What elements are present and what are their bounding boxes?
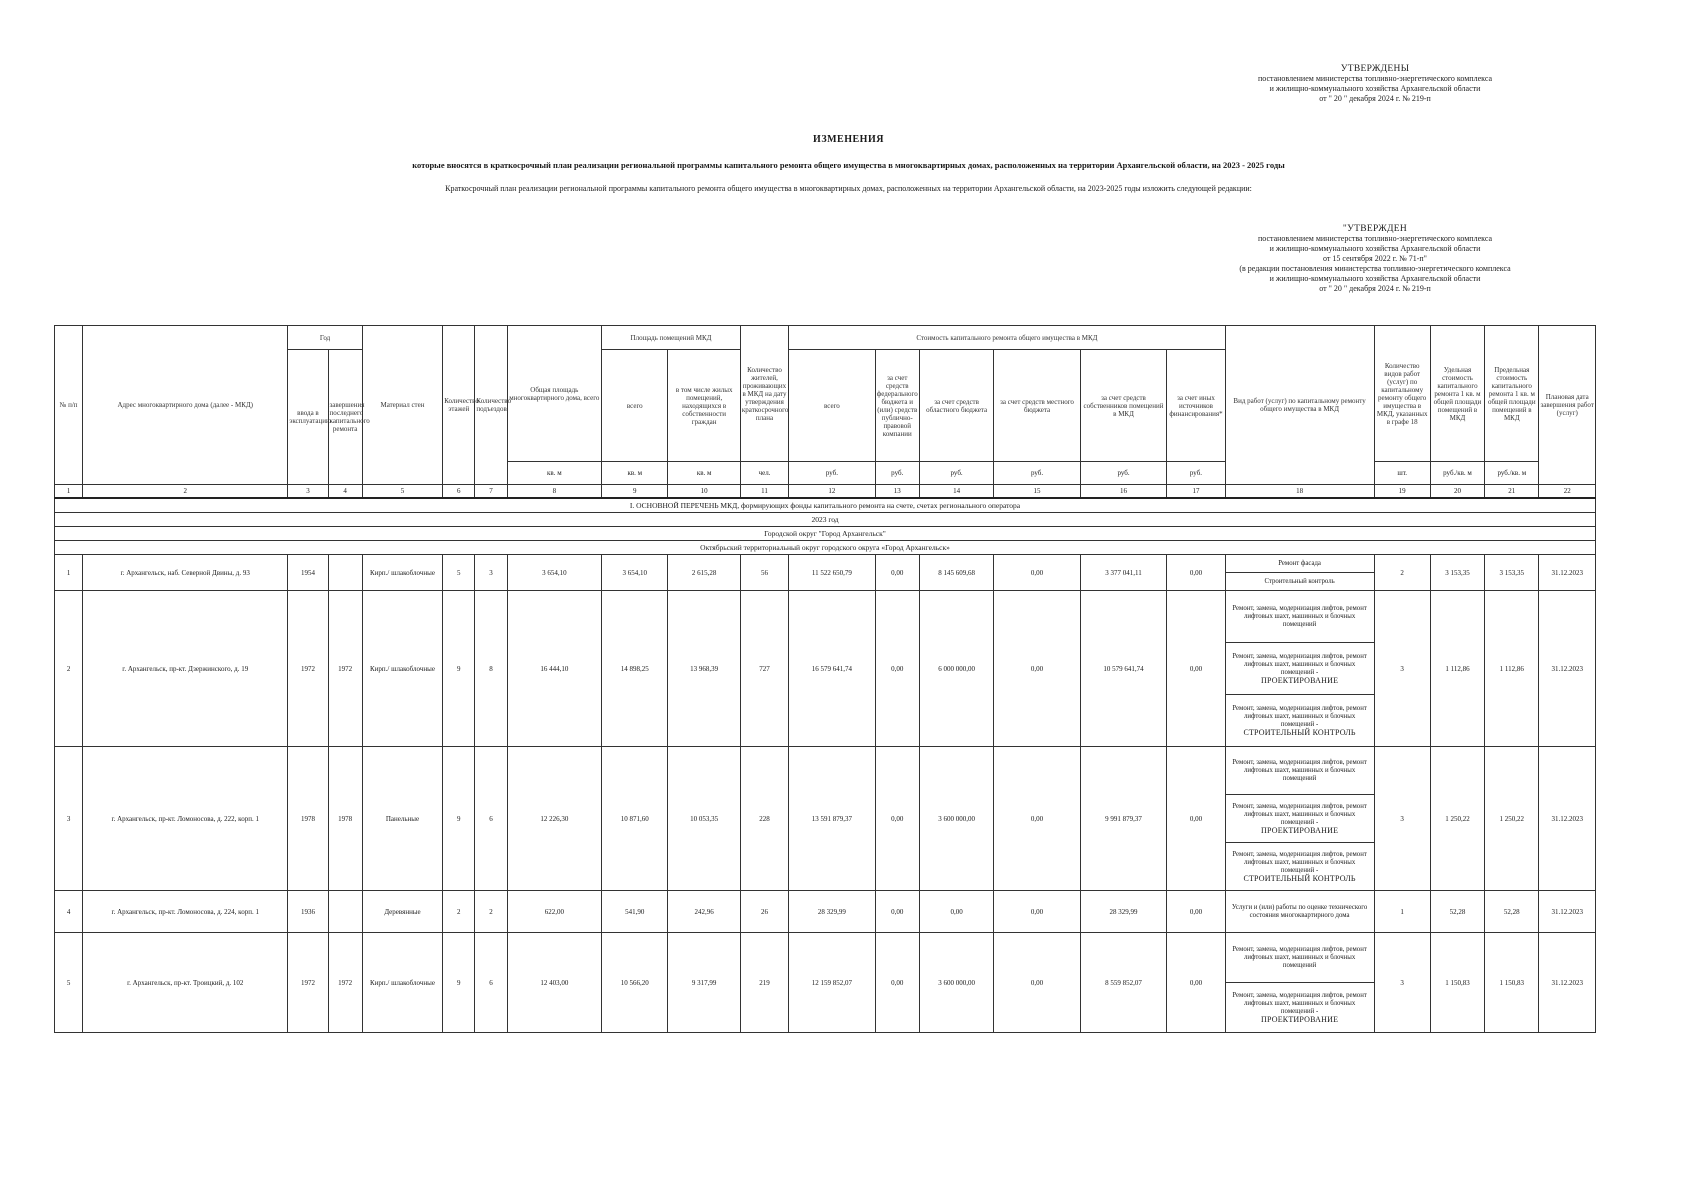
column-number: 7 bbox=[475, 485, 507, 499]
approval-date: от " 20 " декабря 2024 г. № 219-п bbox=[1319, 284, 1431, 293]
work-description: Ремонт, замена, модернизация лифтов, ремонт лифтовых шахт, машинных и блочных помещений - bbox=[1232, 704, 1367, 728]
cell-area-all: 3 654,10 bbox=[602, 555, 668, 591]
cell-area-all: 541,90 bbox=[602, 891, 668, 933]
approval-line: и жилищно-коммунального хозяйства Архангельской области bbox=[1269, 244, 1481, 253]
cell-cost-other: 0,00 bbox=[1167, 933, 1225, 1033]
cell-plan-date: 31.12.2023 bbox=[1539, 933, 1596, 1033]
cell-unit-cost: 3 153,35 bbox=[1430, 555, 1484, 591]
unit-rub: руб. bbox=[875, 462, 919, 485]
cell-floors: 9 bbox=[443, 747, 475, 891]
cell-area-owned: 10 053,35 bbox=[668, 747, 740, 891]
cell-num: 2 bbox=[55, 591, 83, 747]
cell-cost-regional: 0,00 bbox=[919, 891, 993, 933]
cell-max-cost: 1 250,22 bbox=[1485, 747, 1539, 891]
cell-cost-regional: 6 000 000,00 bbox=[919, 591, 993, 747]
header-residents: Количество жителей, проживающих в МКД на дату утверждения краткосрочного плана bbox=[740, 326, 788, 462]
cell-entrances: 2 bbox=[475, 891, 507, 933]
header-area-owned: в том числе жилых помещений, находящихся в собственности граждан bbox=[668, 350, 740, 462]
work-stage: ПРОЕКТИРОВАНИЕ bbox=[1261, 825, 1339, 835]
cell-work-count: 3 bbox=[1374, 591, 1430, 747]
header-address: Адрес многоквартирного дома (далее - МКД) bbox=[83, 326, 288, 485]
cell-entrances: 3 bbox=[475, 555, 507, 591]
work-stage: СТРОИТЕЛЬНЫЙ КОНТРОЛЬ bbox=[1243, 727, 1356, 737]
cell-cost-all: 12 159 852,07 bbox=[789, 933, 875, 1033]
cell-cost-all: 13 591 879,37 bbox=[789, 747, 875, 891]
cell-cost-all: 11 522 650,79 bbox=[789, 555, 875, 591]
cell-cost-regional: 3 600 000,00 bbox=[919, 747, 993, 891]
column-number: 9 bbox=[602, 485, 668, 499]
work-description: Ремонт, замена, модернизация лифтов, ремонт лифтовых шахт, машинных и блочных помещений - bbox=[1232, 802, 1367, 826]
column-number: 6 bbox=[443, 485, 475, 499]
cell-unit-cost: 52,28 bbox=[1430, 891, 1484, 933]
cell-year-commission: 1972 bbox=[288, 591, 328, 747]
cell-cost-owners: 9 991 879,37 bbox=[1080, 747, 1166, 891]
cell-num: 3 bbox=[55, 747, 83, 891]
cell-cost-other: 0,00 bbox=[1167, 591, 1225, 747]
cell-plan-date: 31.12.2023 bbox=[1539, 555, 1596, 591]
table-row bbox=[55, 933, 1596, 983]
work-stage: ПРОЕКТИРОВАНИЕ bbox=[1261, 1014, 1339, 1024]
cell-cost-all: 16 579 641,74 bbox=[789, 591, 875, 747]
cell-address: г. Архангельск, наб. Северной Двины, д. 93 bbox=[83, 555, 288, 591]
cell-year-repair bbox=[328, 555, 362, 591]
unit-sqm: кв. м bbox=[602, 462, 668, 485]
cell-work-type bbox=[1225, 983, 1374, 1033]
cell-year-commission: 1978 bbox=[288, 747, 328, 891]
cell-wall: Кирп./ шлакоблочные bbox=[362, 933, 442, 1033]
cell-total-area: 3 654,10 bbox=[507, 555, 602, 591]
cell-area-owned: 242,96 bbox=[668, 891, 740, 933]
cell-year-repair bbox=[328, 891, 362, 933]
cell-residents: 219 bbox=[740, 933, 788, 1033]
approval-line: и жилищно-коммунального хозяйства Архангельской области bbox=[1269, 274, 1481, 283]
cell-work-count: 1 bbox=[1374, 891, 1430, 933]
column-number: 18 bbox=[1225, 485, 1374, 499]
header-total-area: Общая площадь многоквартирного дома, всего bbox=[507, 326, 602, 462]
cell-work-type bbox=[1225, 695, 1374, 747]
cell-unit-cost: 1 150,83 bbox=[1430, 933, 1484, 1033]
column-number: 4 bbox=[328, 485, 362, 499]
cell-cost-federal: 0,00 bbox=[875, 555, 919, 591]
work-description: Строительный контроль bbox=[1264, 577, 1335, 585]
cell-address: г. Архангельск, пр-кт. Ломоносова, д. 222, корп. 1 bbox=[83, 747, 288, 891]
cell-total-area: 12 226,30 bbox=[507, 747, 602, 891]
header-area-all: всего bbox=[602, 350, 668, 462]
cell-cost-local: 0,00 bbox=[994, 891, 1080, 933]
unit-sqm: кв. м bbox=[507, 462, 602, 485]
column-number-row bbox=[55, 485, 1596, 499]
cell-cost-federal: 0,00 bbox=[875, 591, 919, 747]
header-cost-all: всего bbox=[789, 350, 875, 462]
header-work-type: Вид работ (услуг) по капитальному ремонту общего имущества в МКД bbox=[1225, 326, 1374, 485]
cell-work-type bbox=[1225, 747, 1374, 795]
header-plan-date: Плановая дата завершения работ (услуг) bbox=[1539, 326, 1596, 485]
cell-cost-federal: 0,00 bbox=[875, 933, 919, 1033]
cell-cost-other: 0,00 bbox=[1167, 747, 1225, 891]
column-number: 11 bbox=[740, 485, 788, 499]
cell-work-count: 2 bbox=[1374, 555, 1430, 591]
approval-line: (в редакции постановления министерства топливно-энергетического комплекса bbox=[1239, 264, 1511, 273]
column-number: 21 bbox=[1485, 485, 1539, 499]
year-title: 2023 год bbox=[55, 513, 1596, 527]
cell-floors: 2 bbox=[443, 891, 475, 933]
unit-rub: руб. bbox=[1167, 462, 1225, 485]
work-stage: СТРОИТЕЛЬНЫЙ КОНТРОЛЬ bbox=[1243, 873, 1356, 883]
header-cost-local: за счет средств местного бюджета bbox=[994, 350, 1080, 462]
cell-cost-regional: 8 145 609,68 bbox=[919, 555, 993, 591]
cell-cost-all: 28 329,99 bbox=[789, 891, 875, 933]
work-description: Ремонт, замена, модернизация лифтов, ремонт лифтовых шахт, машинных и блочных помещений - bbox=[1232, 991, 1367, 1015]
header-wall-material: Материал стен bbox=[362, 326, 442, 485]
unit-rub-sqm: руб./кв. м bbox=[1430, 462, 1484, 485]
header-entrances: Количество подъездов bbox=[475, 326, 507, 485]
cell-work-type bbox=[1225, 555, 1374, 573]
cell-floors: 9 bbox=[443, 591, 475, 747]
cell-work-type bbox=[1225, 891, 1374, 933]
header-cost-other: за счет иных источников финансирования* bbox=[1167, 350, 1225, 462]
cell-work-type bbox=[1225, 795, 1374, 843]
approval-line: постановлением министерства топливно-энергетического комплекса bbox=[1257, 74, 1493, 83]
work-description: Ремонт фасада bbox=[1278, 559, 1321, 567]
cell-floors: 5 bbox=[443, 555, 475, 591]
cell-num: 4 bbox=[55, 891, 83, 933]
header-cost-regional: за счет средств областного бюджета bbox=[919, 350, 993, 462]
work-description: Ремонт, замена, модернизация лифтов, ремонт лифтовых шахт, машинных и блочных помещений bbox=[1232, 758, 1367, 782]
column-number: 19 bbox=[1374, 485, 1430, 499]
header-area-group: Площадь помещений МКД bbox=[602, 326, 741, 350]
column-number: 17 bbox=[1167, 485, 1225, 499]
cell-entrances: 8 bbox=[475, 591, 507, 747]
cell-entrances: 6 bbox=[475, 747, 507, 891]
cell-residents: 26 bbox=[740, 891, 788, 933]
unit-rub: руб. bbox=[1080, 462, 1166, 485]
approval-line: и жилищно-коммунального хозяйства Архангельской области bbox=[1269, 84, 1481, 93]
approval-date: от " 20 " декабря 2024 г. № 219-п bbox=[1319, 94, 1431, 103]
cell-address: г. Архангельск, пр-кт. Ломоносова, д. 224, корп. 1 bbox=[83, 891, 288, 933]
column-number: 15 bbox=[994, 485, 1080, 499]
cell-work-count: 3 bbox=[1374, 933, 1430, 1033]
cell-plan-date: 31.12.2023 bbox=[1539, 591, 1596, 747]
document-subtitle: которые вносятся в краткосрочный план реализации региональной программы капитального ремонта общего имущества в многоквартирных домах, расположенных на территории Архангельской области, на 2023 - 2025 годы bbox=[412, 160, 1285, 170]
cell-max-cost: 1 150,83 bbox=[1485, 933, 1539, 1033]
column-number: 14 bbox=[919, 485, 993, 499]
cell-year-commission: 1936 bbox=[288, 891, 328, 933]
header-cost-federal: за счет средств федерального бюджета и (или) средств публично-правовой компании bbox=[875, 350, 919, 462]
approval-line: постановлением министерства топливно-энергетического комплекса bbox=[1257, 234, 1493, 243]
column-number: 12 bbox=[789, 485, 875, 499]
table-row bbox=[55, 747, 1596, 795]
cell-year-commission: 1972 bbox=[288, 933, 328, 1033]
cell-unit-cost: 1 112,86 bbox=[1430, 591, 1484, 747]
cell-cost-other: 0,00 bbox=[1167, 555, 1225, 591]
header-year-last-repair: завершения последнего капитального ремонта bbox=[328, 350, 362, 485]
cell-area-all: 14 898,25 bbox=[602, 591, 668, 747]
cell-work-type bbox=[1225, 591, 1374, 643]
unit-sqm: кв. м bbox=[668, 462, 740, 485]
column-number: 13 bbox=[875, 485, 919, 499]
cell-num: 1 bbox=[55, 555, 83, 591]
approval-heading: "УТВЕРЖДЕН bbox=[1342, 224, 1408, 234]
cell-total-area: 622,00 bbox=[507, 891, 602, 933]
header-max-cost: Предельная стоимость капитального ремонта 1 кв. м общей площади помещений в МКД bbox=[1485, 326, 1539, 462]
cell-area-all: 10 871,60 bbox=[602, 747, 668, 891]
cell-max-cost: 52,28 bbox=[1485, 891, 1539, 933]
cell-total-area: 12 403,00 bbox=[507, 933, 602, 1033]
cell-cost-owners: 8 559 852,07 bbox=[1080, 933, 1166, 1033]
header-year-commission: ввода в эксплуатацию bbox=[288, 350, 328, 485]
cell-cost-owners: 28 329,99 bbox=[1080, 891, 1166, 933]
district-title: Городской округ "Город Архангельск" bbox=[55, 527, 1596, 541]
column-number: 16 bbox=[1080, 485, 1166, 499]
document-title: ИЗМЕНЕНИЯ bbox=[813, 134, 884, 145]
approval-heading: УТВЕРЖДЕНЫ bbox=[1340, 64, 1410, 74]
unit-rub: руб. bbox=[994, 462, 1080, 485]
unit-rub: руб. bbox=[789, 462, 875, 485]
cell-cost-local: 0,00 bbox=[994, 747, 1080, 891]
approval-block-top bbox=[1230, 64, 1520, 104]
unit-rub: руб. bbox=[919, 462, 993, 485]
column-number: 22 bbox=[1539, 485, 1596, 499]
cell-area-all: 10 566,20 bbox=[602, 933, 668, 1033]
cell-floors: 9 bbox=[443, 933, 475, 1033]
cell-year-repair: 1972 bbox=[328, 591, 362, 747]
column-number: 10 bbox=[668, 485, 740, 499]
work-description: Услуги и (или) работы по оценке технического состояния многоквартирного дома bbox=[1231, 903, 1368, 919]
cell-entrances: 6 bbox=[475, 933, 507, 1033]
cell-residents: 228 bbox=[740, 747, 788, 891]
cell-cost-other: 0,00 bbox=[1167, 891, 1225, 933]
cell-cost-regional: 3 600 000,00 bbox=[919, 933, 993, 1033]
cell-wall: Панельные bbox=[362, 747, 442, 891]
cell-wall: Кирп./ шлакоблочные bbox=[362, 555, 442, 591]
column-number: 20 bbox=[1430, 485, 1484, 499]
cell-work-type bbox=[1225, 843, 1374, 891]
table-row bbox=[55, 891, 1596, 933]
work-description: Ремонт, замена, модернизация лифтов, ремонт лифтовых шахт, машинных и блочных помещений - bbox=[1232, 850, 1367, 874]
column-number: 5 bbox=[362, 485, 442, 499]
header-floors: Количество этажей bbox=[443, 326, 475, 485]
cell-area-owned: 2 615,28 bbox=[668, 555, 740, 591]
cell-work-count: 3 bbox=[1374, 747, 1430, 891]
cell-area-owned: 9 317,99 bbox=[668, 933, 740, 1033]
header-cost-owners: за счет средств собственников помещений в МКД bbox=[1080, 350, 1166, 462]
header-unit-cost: Удельная стоимость капитального ремонта 1 кв. м общей площади помещений в МКД bbox=[1430, 326, 1484, 462]
work-stage: ПРОЕКТИРОВАНИЕ bbox=[1261, 675, 1339, 685]
cell-address: г. Архангельск, пр-кт. Троицкий, д. 102 bbox=[83, 933, 288, 1033]
cell-work-type bbox=[1225, 933, 1374, 983]
cell-cost-federal: 0,00 bbox=[875, 891, 919, 933]
unit-people: чел. bbox=[740, 462, 788, 485]
approval-block-plan bbox=[1225, 224, 1525, 294]
cell-wall: Кирп./ шлакоблочные bbox=[362, 591, 442, 747]
capital-repair-table bbox=[54, 325, 1596, 1033]
unit-rub-sqm: руб./кв. м bbox=[1485, 462, 1539, 485]
unit-pcs: шт. bbox=[1374, 462, 1430, 485]
cell-address: г. Архангельск, пр-кт. Дзержинского, д. 19 bbox=[83, 591, 288, 747]
header-num: № п/п bbox=[55, 326, 83, 485]
cell-year-repair: 1978 bbox=[328, 747, 362, 891]
cell-unit-cost: 1 250,22 bbox=[1430, 747, 1484, 891]
header-work-count: Количество видов работ (услуг) по капитальному ремонту общего имущества в МКД, указанных в графе 18 bbox=[1374, 326, 1430, 462]
cell-cost-owners: 10 579 641,74 bbox=[1080, 591, 1166, 747]
cell-year-repair: 1972 bbox=[328, 933, 362, 1033]
cell-plan-date: 31.12.2023 bbox=[1539, 747, 1596, 891]
cell-max-cost: 3 153,35 bbox=[1485, 555, 1539, 591]
work-description: Ремонт, замена, модернизация лифтов, ремонт лифтовых шахт, машинных и блочных помещений bbox=[1232, 604, 1367, 628]
cell-year-commission: 1954 bbox=[288, 555, 328, 591]
column-number: 2 bbox=[83, 485, 288, 499]
header-cost-group: Стоимость капитального ремонта общего имущества в МКД bbox=[789, 326, 1226, 350]
cell-cost-local: 0,00 bbox=[994, 555, 1080, 591]
cell-max-cost: 1 112,86 bbox=[1485, 591, 1539, 747]
column-number: 3 bbox=[288, 485, 328, 499]
cell-num: 5 bbox=[55, 933, 83, 1033]
header-year-group: Год bbox=[288, 326, 362, 350]
cell-work-type bbox=[1225, 643, 1374, 695]
cell-work-type bbox=[1225, 573, 1374, 591]
work-description: Ремонт, замена, модернизация лифтов, ремонт лифтовых шахт, машинных и блочных помещений bbox=[1232, 945, 1367, 969]
cell-cost-owners: 3 377 041,11 bbox=[1080, 555, 1166, 591]
table-row bbox=[55, 555, 1596, 573]
section-title: I. ОСНОВНОЙ ПЕРЕЧЕНЬ МКД, формирующих фонды капитального ремонта на счете, счетах регионального оператора bbox=[55, 498, 1596, 513]
cell-cost-federal: 0,00 bbox=[875, 747, 919, 891]
column-number: 1 bbox=[55, 485, 83, 499]
cell-residents: 727 bbox=[740, 591, 788, 747]
column-number: 8 bbox=[507, 485, 602, 499]
cell-wall: Деревянные bbox=[362, 891, 442, 933]
work-description: Ремонт, замена, модернизация лифтов, ремонт лифтовых шахт, машинных и блочных помещений - bbox=[1232, 652, 1367, 676]
document-intro: Краткосрочный план реализации региональной программы капитального ремонта общего имущества в многоквартирных домах, расположенных на территории Архангельской области, на 2023-2025 годы изложить следующей редакции: bbox=[445, 184, 1252, 193]
cell-total-area: 16 444,10 bbox=[507, 591, 602, 747]
subdistrict-title: Октябрьский территориальный округ городского округа «Город Архангельск» bbox=[55, 541, 1596, 555]
cell-area-owned: 13 968,39 bbox=[668, 591, 740, 747]
cell-residents: 56 bbox=[740, 555, 788, 591]
approval-line: от 15 сентября 2022 г. № 71-п" bbox=[1323, 254, 1427, 263]
table-row bbox=[55, 591, 1596, 643]
cell-cost-local: 0,00 bbox=[994, 933, 1080, 1033]
cell-cost-local: 0,00 bbox=[994, 591, 1080, 747]
cell-plan-date: 31.12.2023 bbox=[1539, 891, 1596, 933]
